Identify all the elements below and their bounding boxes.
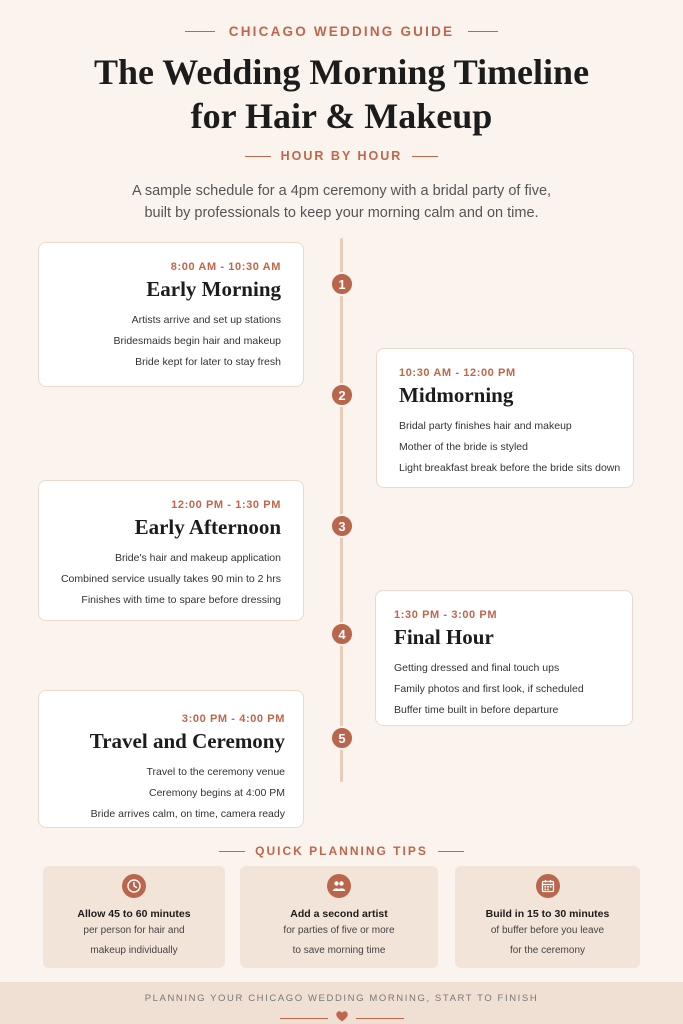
tip-line: for parties of five or more <box>283 925 395 936</box>
card-time: 10:30 AM - 12:00 PM <box>399 367 516 379</box>
page-title <box>0 50 683 138</box>
calendar-icon <box>536 874 560 898</box>
card-line: Mother of the bride is styled <box>399 441 528 453</box>
card-line: Ceremony begins at 4:00 PM <box>149 787 285 799</box>
intro-line-2: built by professionals to keep your morning calm and on time. <box>144 205 539 221</box>
subheading-rule-left <box>245 156 271 157</box>
timeline-card-early-morning <box>38 242 304 387</box>
card-line: Getting dressed and final touch ups <box>394 662 560 674</box>
timeline-node-4: 4 <box>330 622 354 646</box>
card-line: Combined service usually takes 90 min to 2 hrs <box>60 573 281 585</box>
eyebrow-rule-left <box>185 31 215 32</box>
title-line-2: for Hair & Makeup <box>190 96 493 136</box>
title-line-1: The Wedding Morning Timeline <box>93 52 590 92</box>
card-phase: Midmorning <box>399 383 514 407</box>
card-line: Light breakfast break before the bride sits down <box>399 462 621 474</box>
timeline-card-travel-ceremony <box>38 690 304 828</box>
footer-rule-left <box>280 1018 328 1019</box>
footer-ornament <box>0 1009 683 1024</box>
footer-rule-right <box>356 1018 404 1019</box>
timeline-card-final-hour <box>375 590 633 726</box>
heart-icon <box>336 1009 348 1024</box>
tip-card-buffer <box>455 866 640 968</box>
clock-icon <box>122 874 146 898</box>
timeline-card-early-afternoon <box>38 480 304 621</box>
tips-rule-right <box>438 851 464 852</box>
card-line: Bride kept for later to stay fresh <box>135 356 281 368</box>
subheading-text: HOUR BY HOUR <box>280 149 403 163</box>
footer-text: PLANNING YOUR CHICAGO WEDDING MORNING, START TO FINISH <box>144 993 539 1004</box>
card-line: Travel to the ceremony venue <box>146 766 285 778</box>
card-line: Artists arrive and set up stations <box>131 314 281 326</box>
card-line: Bridesmaids begin hair and makeup <box>113 335 281 347</box>
card-line: Bride arrives calm, on time, camera ready <box>90 808 285 820</box>
tip-line: makeup individually <box>90 945 178 956</box>
intro-line-1: A sample schedule for a 4pm ceremony with a bridal party of five, <box>131 183 552 199</box>
card-time: 8:00 AM - 10:30 AM <box>170 261 281 273</box>
tip-line: per person for hair and <box>83 925 185 936</box>
timeline-card-midmorning <box>376 348 634 488</box>
card-time: 12:00 PM - 1:30 PM <box>171 499 281 511</box>
eyebrow-rule-right <box>468 31 498 32</box>
tip-line: of buffer before you leave <box>490 925 605 936</box>
footer <box>0 982 683 1024</box>
tip-line: to save morning time <box>292 945 386 956</box>
tip-title: Allow 45 to 60 minutes <box>77 908 191 920</box>
eyebrow-text: CHICAGO WEDDING GUIDE <box>228 24 455 39</box>
card-time: 1:30 PM - 3:00 PM <box>394 609 498 621</box>
tips-heading-text: QUICK PLANNING TIPS <box>255 844 428 858</box>
timeline-node-3: 3 <box>330 514 354 538</box>
timeline-node-2: 2 <box>330 383 354 407</box>
people-icon <box>327 874 351 898</box>
tip-card-time <box>43 866 225 968</box>
tip-title: Add a second artist <box>290 908 388 920</box>
intro-text <box>60 180 623 224</box>
card-time: 3:00 PM - 4:00 PM <box>181 713 285 725</box>
guide-eyebrow <box>0 24 683 39</box>
subheading-rule-right <box>412 156 438 157</box>
timeline-node-1: 1 <box>330 272 354 296</box>
subheading <box>0 149 683 163</box>
card-phase: Early Afternoon <box>134 515 281 539</box>
card-line: Bridal party finishes hair and makeup <box>399 420 572 432</box>
timeline-node-5: 5 <box>330 726 354 750</box>
tips-rule-left <box>219 851 245 852</box>
tip-title: Build in 15 to 30 minutes <box>485 908 610 920</box>
timeline-spine <box>340 238 343 782</box>
card-line: Buffer time built in before departure <box>394 704 559 716</box>
card-phase: Travel and Ceremony <box>89 729 285 753</box>
card-line: Family photos and first look, if scheduled <box>394 683 584 695</box>
tip-line: for the ceremony <box>509 945 586 956</box>
tip-card-artist <box>240 866 438 968</box>
card-phase: Final Hour <box>394 625 494 649</box>
card-line: Bride's hair and makeup application <box>114 552 281 564</box>
tips-heading <box>0 844 683 858</box>
card-phase: Early Morning <box>146 277 281 301</box>
card-line: Finishes with time to spare before dressing <box>81 594 281 606</box>
